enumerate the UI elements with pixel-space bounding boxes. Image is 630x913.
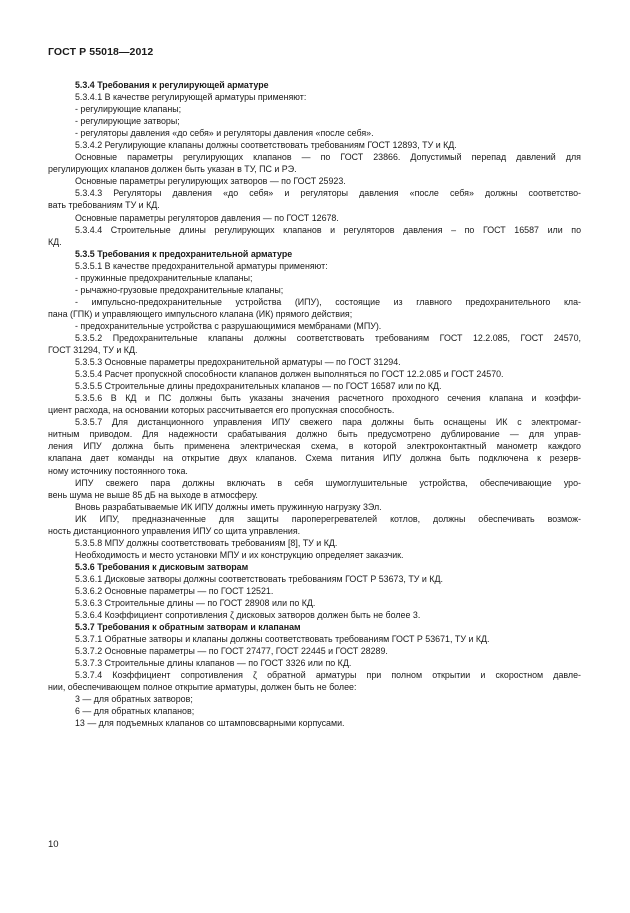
text-line: 5.3.4.1 В качестве регулирующей арматуры применяют: [75,92,307,103]
text-line: 6 — для обратных клапанов; [75,706,195,717]
text-line: Основные параметры регулирующих клапанов — по ГОСТ 23866. Допустимый перепад давлений для [75,152,581,163]
text-line: 5.3.5.8 МПУ должны соответствовать требованиям [8], ТУ и КД. [75,537,338,548]
text-line: ность дистанционного управления ИПУ со щита управления. [48,525,301,536]
text-line: - предохранительные устройства с разрушающимися мембранами (МПУ). [75,320,382,331]
text-line: 5.3.4.3 Регуляторы давления «до себя» и регуляторы давления «после себя» должны соответство- [75,188,581,199]
text-line: ному источнику постоянного тока. [48,465,188,476]
text-line: 5.3.7.4 Коэффициент сопротивления ζ обратной арматуры при полном открытии и скоростном давле- [75,670,581,681]
text-line: 5.3.5.2 Предохранительные клапаны должны соответствовать требованиям ГОСТ 12.2.085, ГОСТ 24570, [75,332,581,343]
text-line: ГОСТ 31294, ТУ и КД. [48,345,138,356]
text-line: - пружинные предохранительные клапаны; [75,272,253,283]
text-line: 5.3.6.3 Строительные длины — по ГОСТ 28908 или по КД. [75,598,316,609]
text-line: 5.3.7.3 Строительные длины клапанов — по ГОСТ 3326 или по КД. [75,658,352,669]
text-line: 13 — для подъемных клапанов со штамповсварными корпусами. [75,718,345,729]
text-line: ИК ИПУ, предназначенные для защиты пароперегревателей котлов, должны обеспечивать возмож- [75,513,581,524]
text-line: 5.3.4.4 Строительные длины регулирующих клапанов и регуляторов давления – по ГОСТ 16587 или по [75,224,581,235]
text-line: циент расхода, на основании которых рассчитывается его пропускная способность. [48,405,395,416]
text-line: 5.3.5.5 Строительные длины предохранительных клапанов — по ГОСТ 16587 или по КД. [75,381,442,392]
section-heading: 5.3.4 Требования к регулирующей арматуре [75,80,269,90]
text-line: - регулирующие затворы; [75,116,180,127]
text-line: 5.3.6.2 Основные параметры — по ГОСТ 12521. [75,585,274,596]
text-line: 5.3.7.2 Основные параметры — по ГОСТ 27477, ГОСТ 22445 и ГОСТ 28289. [75,646,388,657]
text-line: ИПУ свежего пара должны включать в себя шумоглушительные устройства, обеспечивающие уро- [75,477,581,488]
text-line: Необходимость и место установки МПУ и их конструкцию определяет заказчик. [75,549,404,560]
text-line: вень шума не выше 85 дБ на выходе в атмосферу. [48,489,258,500]
text-line: - регуляторы давления «до себя» и регуляторы давления «после себя». [75,128,374,139]
text-line: Основные параметры регулирующих затворов — по ГОСТ 25923. [75,176,346,187]
page-number: 10 [48,839,59,850]
text-line: клапана дает команды на открытие двух клапанов. Схема питания ИПУ должна быть подключена к резерв- [48,453,581,464]
text-line: 5.3.6.1 Дисковые затворы должны соответствовать требованиям ГОСТ Р 53673, ТУ и КД. [75,573,443,584]
text-line: КД. [48,236,62,247]
text-line: пана (ГПК) и управляющего импульсного клапана (ИК) прямого действия; [48,308,353,319]
text-line: 5.3.5.4 Расчет пропускной способности клапанов должен выполняться по ГОСТ 12.2.085 и ГОСТ 24570. [75,369,504,380]
text-line: 5.3.6.4 Коэффициент сопротивления ζ дисковых затворов должен быть не более 3. [75,610,421,621]
section-heading: 5.3.7 Требования к обратным затворам и клапанам [75,622,301,633]
text-line: Вновь разрабатываемые ИК ИПУ должны иметь пружинную нагрузку 3Эл. [75,501,382,512]
text-line: нитным приводом. Для надежности срабатывания должно быть предусмотрено дублирование — для управ- [48,429,581,440]
text-line: 5.3.5.6 В КД и ПС должны быть указаны значения расчетного проходного сечения клапана и коэффи- [75,393,581,404]
section-heading: 5.3.6 Требования к дисковым затворам [75,561,249,572]
text-line: 5.3.5.1 В качестве предохранительной арматуры применяют: [75,260,328,271]
text-line: 3 — для обратных затворов; [75,694,193,705]
text-line: вать требованиям ТУ и КД. [48,200,160,211]
text-line: Основные параметры регуляторов давления — по ГОСТ 12678. [75,212,339,223]
text-line: нии, обеспечивающем полное открытие арматуры, должен быть не более: [48,682,357,693]
text-line: 5.3.5.7 Для дистанционного управления ИПУ свежего пара должны быть оснащены ИК с электромаг- [75,417,581,428]
text-line: 5.3.4.2 Регулирующие клапаны должны соответствовать требованиям ГОСТ 12893, ТУ и КД. [75,140,457,151]
text-line: ления ИПУ должна быть применена электрическая схема, в которой электроконтактный манометр каждого [48,441,581,452]
text-line: - импульсно-предохранительные устройства (ИПУ), состоящие из главного предохранительного кла- [75,296,581,307]
text-line: 5.3.7.1 Обратные затворы и клапаны должны соответствовать требованиям ГОСТ Р 53671, ТУ и КД. [75,634,490,645]
document-body [48,79,581,730]
text-line: - регулирующие клапаны; [75,104,182,115]
text-line: регулирующих клапанов должен быть указан в ТУ, ПС и РЭ. [48,164,297,175]
document-header: ГОСТ Р 55018—2012 [48,46,154,58]
section-heading: 5.3.5 Требования к предохранительной арматуре [75,248,293,259]
text-line: - рычажно-грузовые предохранительные клапаны; [75,284,284,295]
text-line: 5.3.5.3 Основные параметры предохранительной арматуры — по ГОСТ 31294. [75,357,401,368]
